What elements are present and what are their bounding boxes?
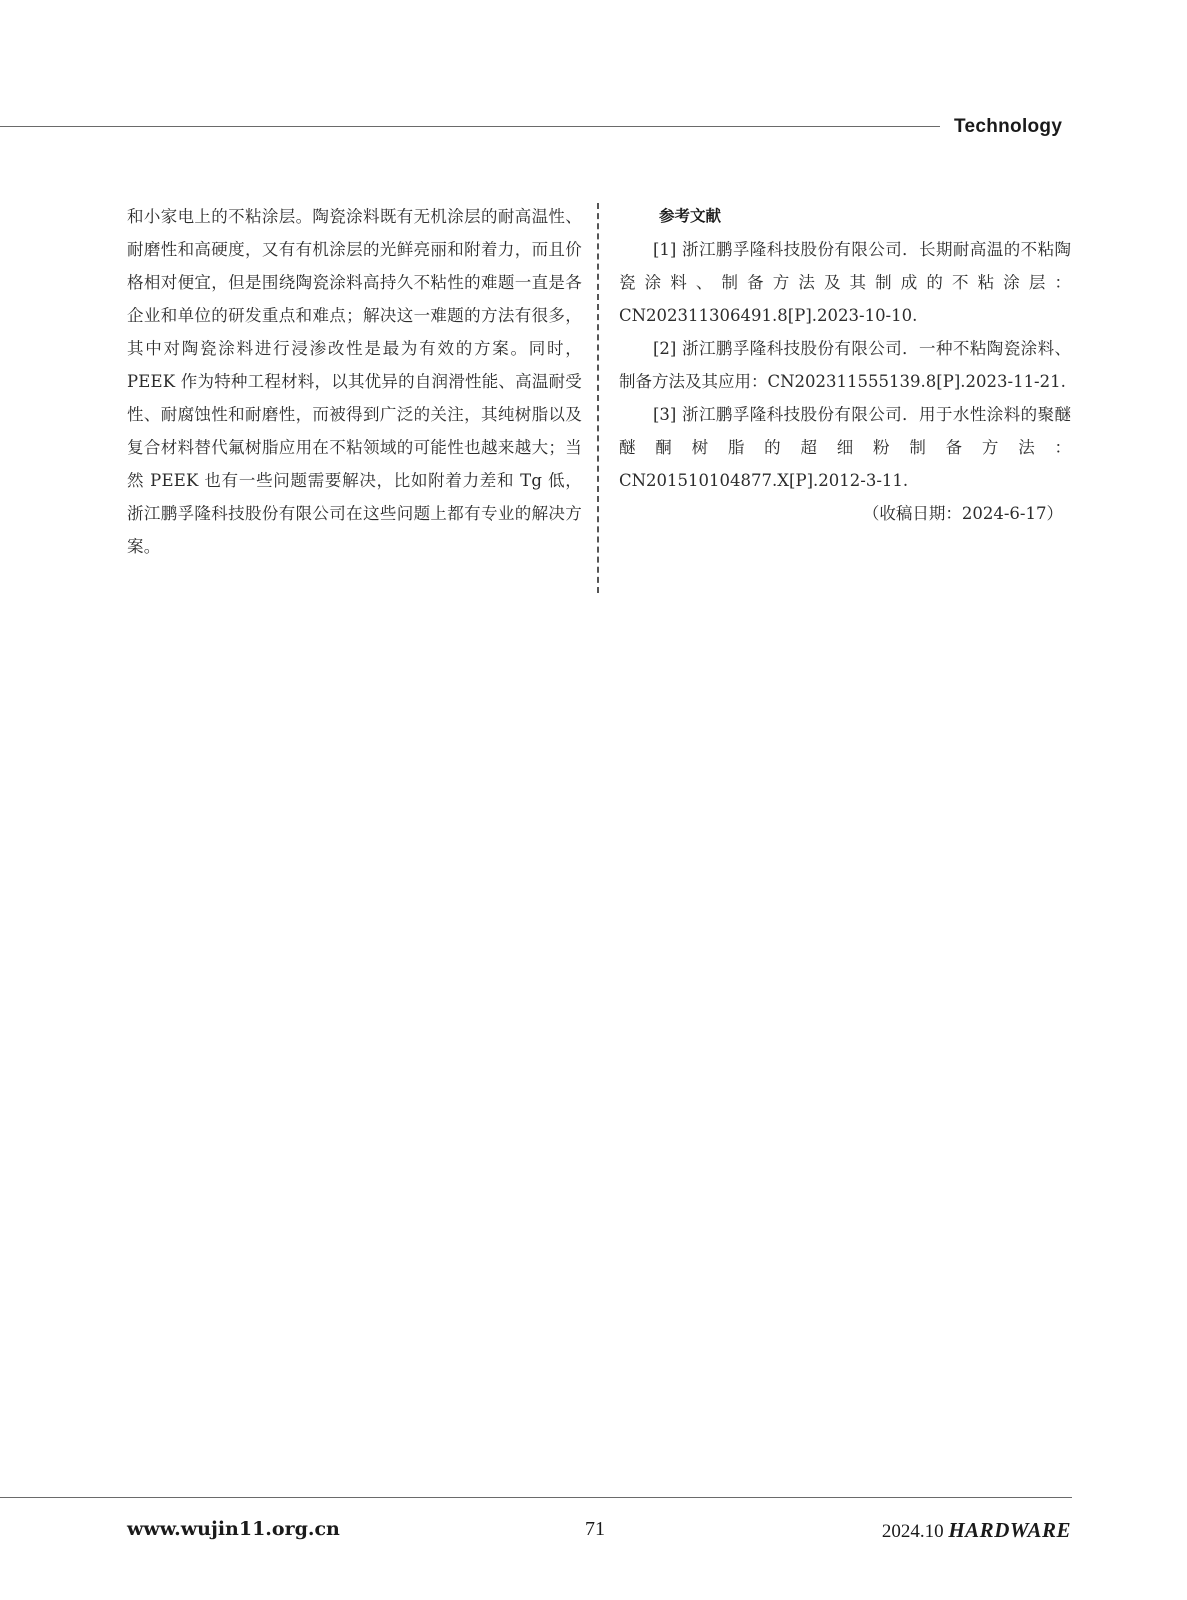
column-divider <box>597 203 599 593</box>
references-column <box>619 200 1071 547</box>
references-heading: 参考文献 <box>659 207 722 225</box>
reference-item-1: [1] 浙江鹏孚隆科技股份有限公司．长期耐高温的不粘陶瓷涂料、制备方法及其制成的不粘涂层：CN202311306491.8[P].2023-10-10. <box>619 240 1071 325</box>
footer-url: www.wujin11.org.cn <box>127 1518 340 1540</box>
magazine-name: HARDWARE <box>948 1518 1071 1542</box>
footer-issue <box>882 1518 1071 1543</box>
section-title: Technology <box>954 116 1063 137</box>
reference-item-3: [3] 浙江鹏孚隆科技股份有限公司．用于水性涂料的聚醚醚酮树脂的超细粉制备方法：CN201510104877.X[P].2012-3-11. <box>619 405 1071 490</box>
issue-date: 2024.10 <box>881 1521 944 1542</box>
reference-item-2: [2] 浙江鹏孚隆科技股份有限公司．一种不粘陶瓷涂料、制备方法及其应用：CN202311555139.8[P].2023-11-21. <box>619 339 1071 391</box>
page-number: 71 <box>585 1518 605 1540</box>
footer-rule <box>0 1497 1072 1498</box>
received-date: （收稿日期：2024-6-17） <box>862 504 1063 523</box>
body-paragraph: 和小家电上的不粘涂层。陶瓷涂料既有无机涂层的耐高温性、耐磨性和高硬度，又有有机涂层的光鲜亮丽和附着力，而且价格相对便宜，但是围绕陶瓷涂料高持久不粘性的难题一直是各企业和单位的研发重点和难点；解决这一难题的方法有很多，其中对陶瓷涂料进行浸渗改性是最为有效的方案。同时，PEEK 作为特种工程材料，以其优异的自润滑性能、高温耐受性、耐腐蚀性和耐磨性，而被得到广泛的关注，其纯树脂以及复合材料替代氟树脂应用在不粘领域的可能性也越来越大；当然 PEEK 也有一些问题需要解决，比如附着力差和 Tg 低，浙江鹏孚隆科技股份有限公司在这些问题上都有专业的解决方案。 <box>127 207 582 556</box>
header-rule <box>0 126 940 127</box>
